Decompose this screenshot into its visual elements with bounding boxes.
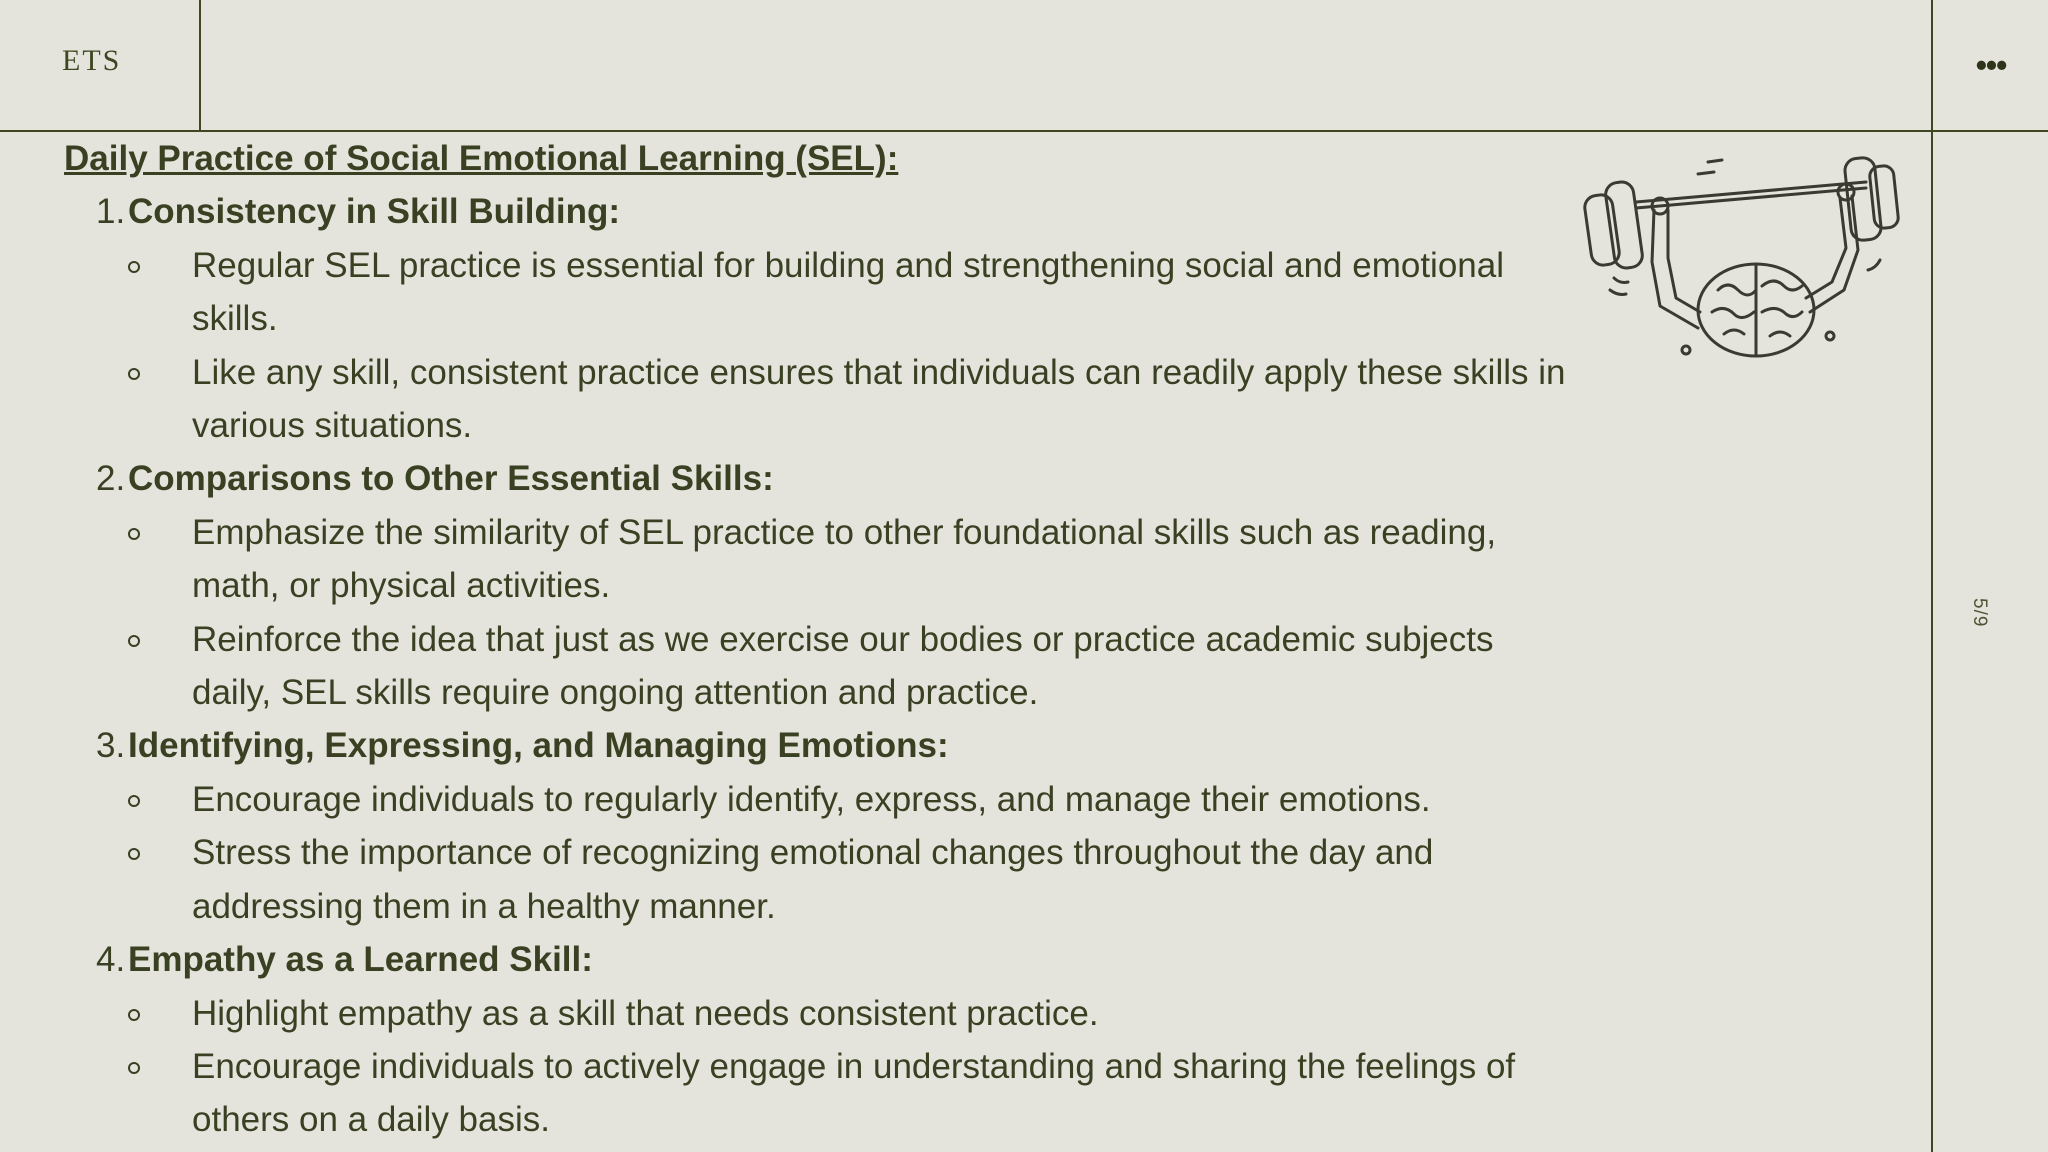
logo-divider xyxy=(199,0,201,132)
side-rail-divider xyxy=(1931,0,1933,1152)
section-number: 2. xyxy=(96,459,126,499)
brand-logo[interactable]: ETS xyxy=(62,44,122,77)
bullet-point xyxy=(128,506,1574,613)
section-item xyxy=(64,719,1574,933)
section-item xyxy=(64,452,1574,719)
brain-lifting-barbell-icon xyxy=(1548,140,1928,370)
hollow-bullet-icon xyxy=(128,528,140,540)
hollow-bullet-icon xyxy=(128,795,140,807)
bullet-point xyxy=(128,987,1574,1040)
section-title: Comparisons to Other Essential Skills: xyxy=(128,459,774,499)
bullet-text: Stress the importance of recognizing emotional changes throughout the day and addressing them in a healthy manner. xyxy=(192,833,1434,926)
section-number: 3. xyxy=(96,726,126,766)
section-number: 4. xyxy=(96,940,126,980)
section-title: Consistency in Skill Building: xyxy=(128,192,620,232)
bullet-text: Emphasize the similarity of SEL practice to other foundational skills such as reading, math, or physical activities. xyxy=(192,512,1497,606)
bullet-text: Like any skill, consistent practice ensures that individuals can readily apply these skills in various situations. xyxy=(192,352,1566,446)
section-list xyxy=(64,185,1574,1146)
section-title: Empathy as a Learned Skill: xyxy=(128,940,593,980)
more-dots-icon[interactable]: ••• xyxy=(1975,47,2007,83)
hollow-bullet-icon xyxy=(128,261,140,273)
hollow-bullet-icon xyxy=(128,368,140,380)
section-number: 1. xyxy=(96,192,126,232)
bullet-point xyxy=(128,613,1574,720)
section-item xyxy=(64,185,1574,452)
hollow-bullet-icon xyxy=(128,848,140,860)
bullet-text: Encourage individuals to regularly identify, express, and manage their emotions. xyxy=(192,779,1431,819)
bullet-point xyxy=(128,773,1574,826)
page-indicator-text: 5/9 xyxy=(1969,598,1990,628)
slide-heading: Daily Practice of Social Emotional Learning (SEL): xyxy=(64,139,899,178)
bullet-text: Highlight empathy as a skill that needs consistent practice. xyxy=(192,993,1099,1033)
bullet-text: Regular SEL practice is essential for building and strengthening social and emotional skills. xyxy=(192,245,1504,339)
bullet-point xyxy=(128,346,1574,453)
section-item xyxy=(64,933,1574,1147)
bullet-point xyxy=(128,1040,1574,1147)
hollow-bullet-icon xyxy=(128,1009,140,1021)
hollow-bullet-icon xyxy=(128,635,140,647)
hollow-bullet-icon xyxy=(128,1062,140,1074)
bullet-point xyxy=(128,826,1574,933)
section-title: Identifying, Expressing, and Managing Emotions: xyxy=(128,726,949,766)
bullet-point xyxy=(128,239,1574,346)
slide-content xyxy=(64,132,1574,1147)
bullet-text: Encourage individuals to actively engage in understanding and sharing the feelings of others on a daily basis. xyxy=(192,1046,1516,1140)
bullet-text: Reinforce the idea that just as we exercise our bodies or practice academic subjects daily, SEL skills require ongoing attention and practice. xyxy=(192,619,1494,713)
